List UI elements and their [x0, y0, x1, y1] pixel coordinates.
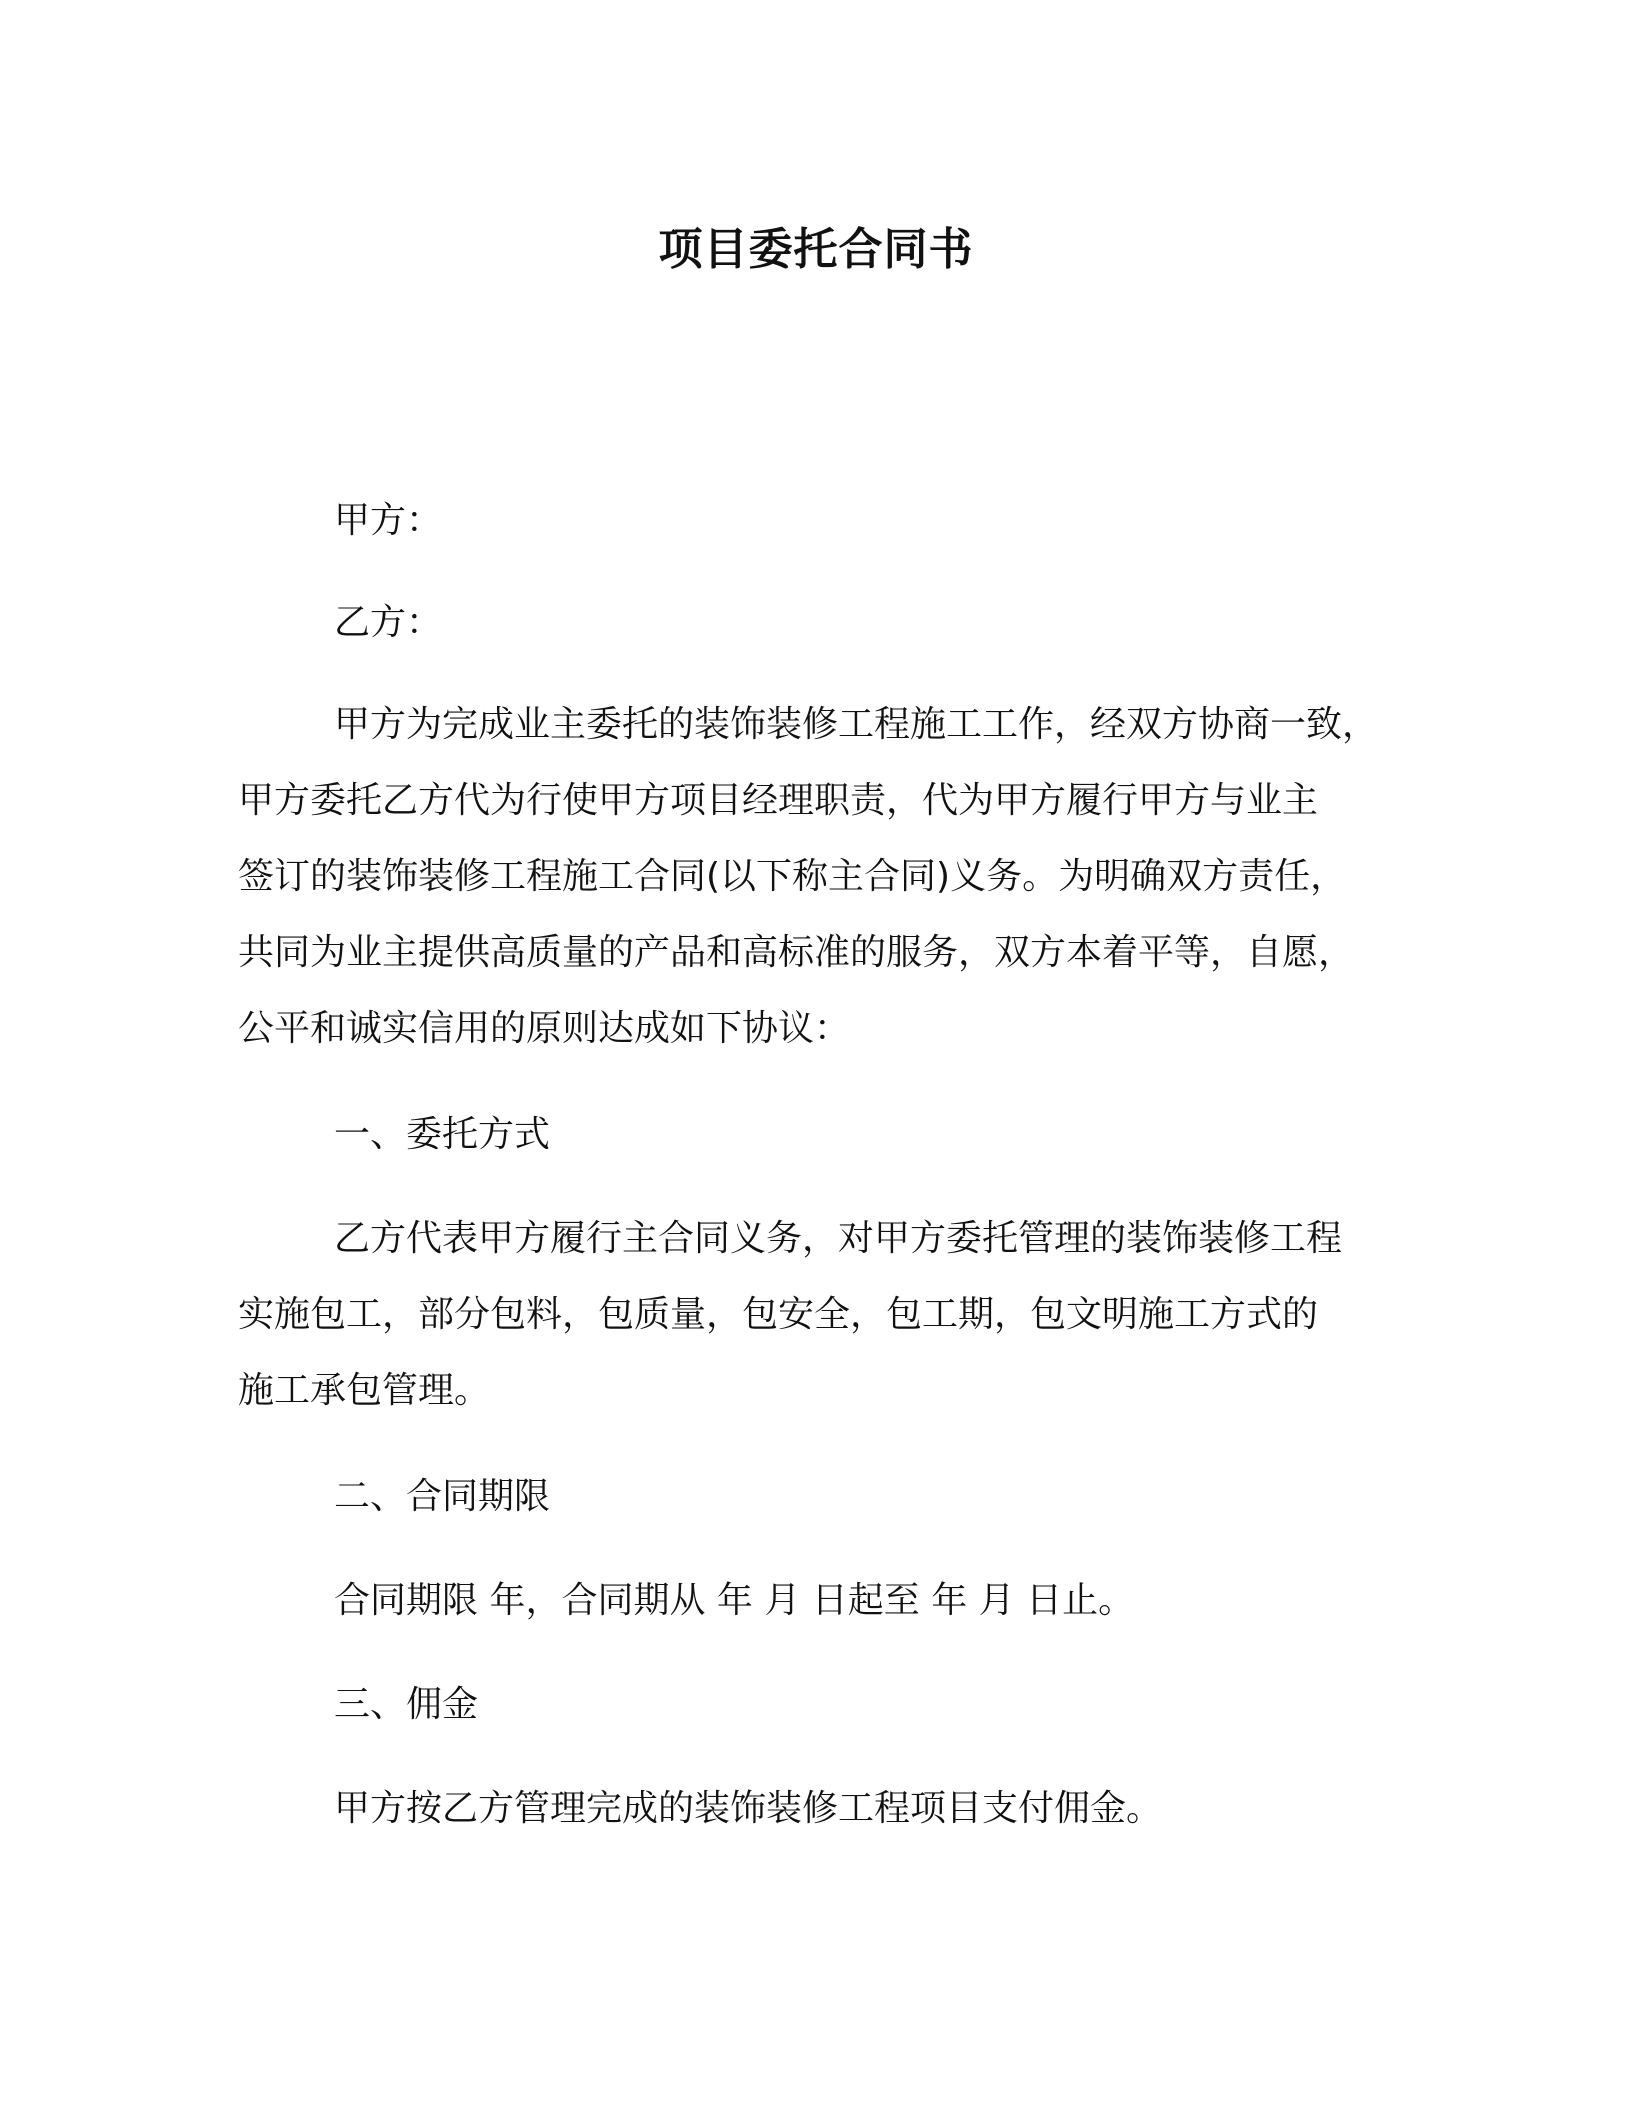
section-2-heading: 二、合同期限	[334, 1476, 551, 1517]
party-b-label: 乙方：	[334, 602, 443, 643]
preamble-line-5: 公平和诚实信用的原则达成如下协议：	[238, 1008, 851, 1049]
section-2-text: 合同期限 年，合同期从 年 月 日起至 年 月 日止。	[334, 1580, 1135, 1621]
preamble-line-4: 共同为业主提供高质量的产品和高标准的服务，双方本着平等，自愿，	[238, 932, 1355, 973]
section-3-heading: 三、佣金	[334, 1684, 479, 1725]
section-1-line-3: 施工承包管理。	[238, 1370, 491, 1411]
preamble-line-1: 甲方为完成业主委托的装饰装修工程施工工作，经双方协商一致，	[334, 704, 1379, 745]
section-1-heading: 一、委托方式	[334, 1114, 551, 1155]
section-3-text: 甲方按乙方管理完成的装饰装修工程项目支付佣金。	[334, 1788, 1163, 1829]
section-1-line-2: 实施包工，部分包料，包质量，包安全，包工期，包文明施工方式的	[238, 1294, 1319, 1335]
document-title: 项目委托合同书	[658, 224, 974, 275]
party-a-label: 甲方：	[334, 500, 443, 541]
preamble-line-3: 签订的装饰装修工程施工合同(以下称主合同)义务。为明确双方责任，	[238, 856, 1347, 897]
preamble-line-2: 甲方委托乙方代为行使甲方项目经理职责，代为甲方履行甲方与业主	[238, 780, 1319, 821]
section-1-line-1: 乙方代表甲方履行主合同义务，对甲方委托管理的装饰装修工程	[334, 1218, 1343, 1259]
